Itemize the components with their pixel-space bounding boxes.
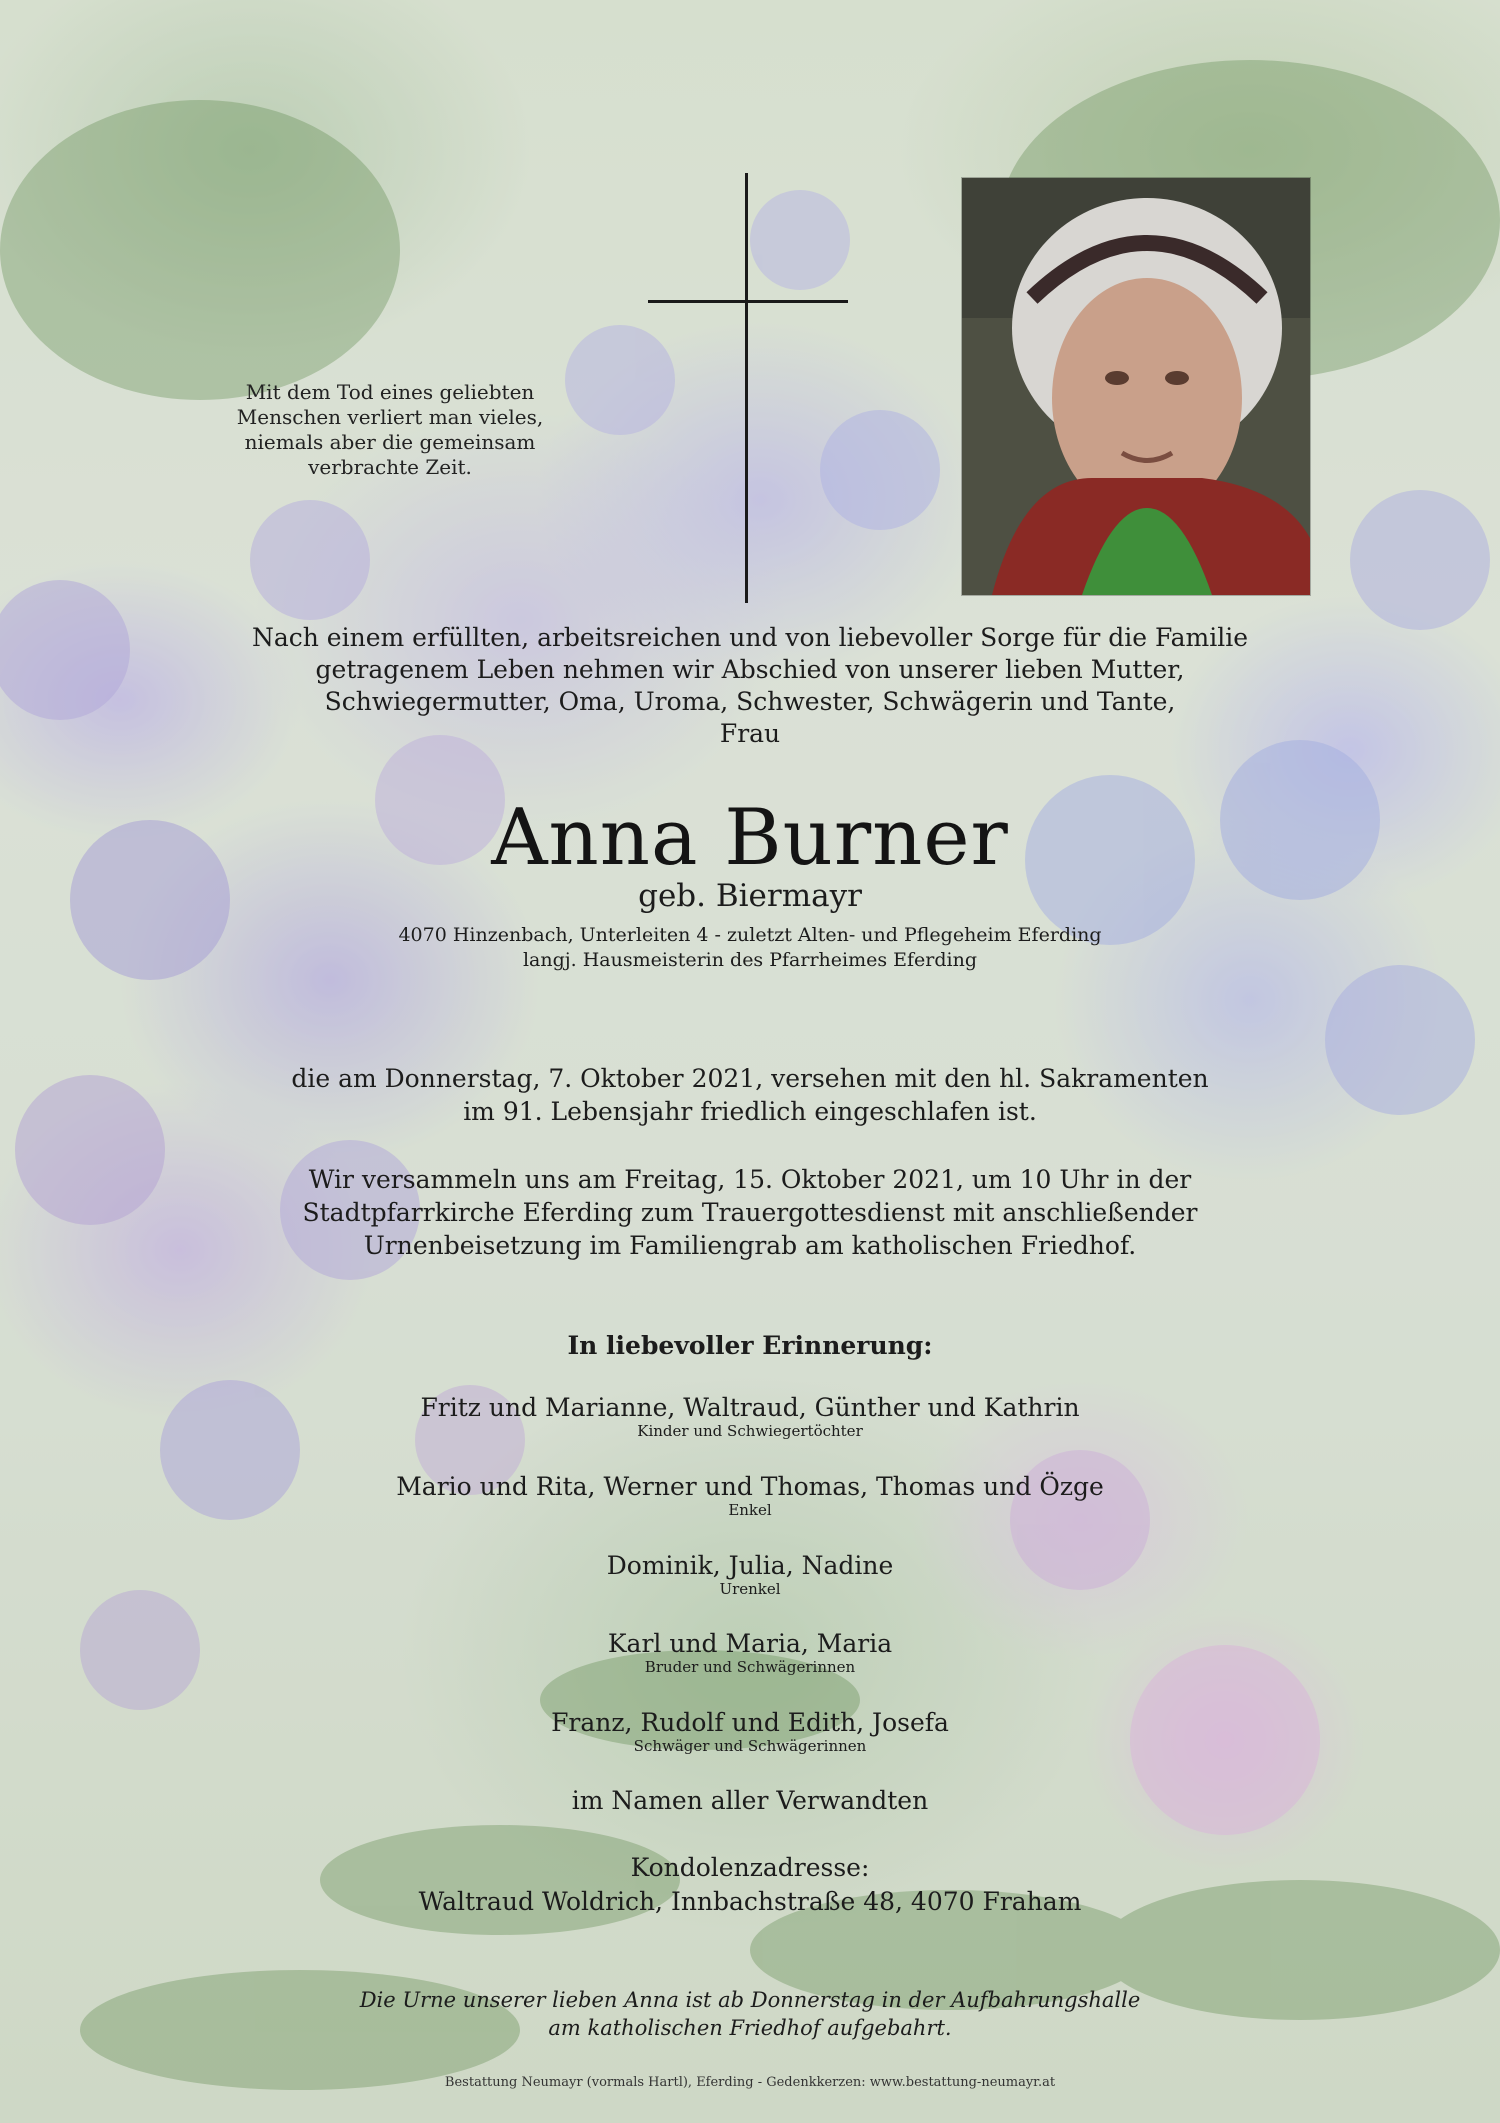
intro-line: getragenem Leben nehmen wir Abschied von unserer lieben Mutter, — [315, 655, 1185, 684]
funeral-notice-line: Stadtpfarrkirche Eferding zum Trauergottesdienst mit anschließender — [302, 1198, 1198, 1227]
family-relation: Schwäger und Schwägerinnen — [633, 1737, 867, 1755]
quote-line: Mit dem Tod eines geliebten — [245, 380, 535, 404]
maiden-name: geb. Biermayr — [638, 878, 862, 914]
family-group — [0, 1551, 1500, 1598]
funeral-home-footer: Bestattung Neumayr (vormals Hartl), Eferding - Gedenkkerzen: www.bestattung-neumayr.at — [444, 2075, 1056, 2090]
intro-line: Frau — [719, 719, 781, 748]
family-names: Franz, Rudolf und Edith, Josefa — [551, 1708, 949, 1737]
memory-heading: In liebevoller Erinnerung: — [567, 1331, 933, 1360]
funeral-notice — [0, 1163, 1500, 1262]
family-names: Dominik, Julia, Nadine — [606, 1551, 894, 1580]
intro-text — [0, 622, 1500, 750]
family-group — [0, 1708, 1500, 1755]
death-notice-line: im 91. Lebensjahr friedlich eingeschlafen ist. — [463, 1097, 1037, 1126]
quote-line: Menschen verliert man vieles, — [236, 405, 544, 429]
urn-note-line: am katholischen Friedhof aufgebahrt. — [548, 2016, 952, 2040]
cross-icon — [745, 173, 748, 603]
urn-note-line: Die Urne unserer lieben Anna ist ab Donnerstag in der Aufbahrungshalle — [359, 1988, 1141, 2012]
death-notice — [0, 1062, 1500, 1128]
family-group — [0, 1472, 1500, 1519]
urn-note — [0, 1986, 1500, 2042]
funeral-notice-line: Wir versammeln uns am Freitag, 15. Oktober 2021, um 10 Uhr in der — [308, 1165, 1192, 1194]
family-relation: Enkel — [728, 1501, 772, 1519]
memorial-quote — [210, 380, 570, 480]
family-group — [0, 1393, 1500, 1440]
closing-line: im Namen aller Verwandten — [571, 1786, 929, 1815]
cross-icon-bar — [648, 300, 848, 303]
condolence-address: Waltraud Woldrich, Innbachstraße 48, 4070 Fraham — [418, 1887, 1082, 1916]
family-names: Mario und Rita, Werner und Thomas, Thomas und Özge — [396, 1472, 1104, 1501]
intro-line: Schwiegermutter, Oma, Uroma, Schwester, Schwägerin und Tante, — [324, 687, 1176, 716]
family-names: Fritz und Marianne, Waltraud, Günther und Kathrin — [420, 1393, 1080, 1422]
family-names: Karl und Maria, Maria — [607, 1629, 893, 1658]
death-notice-line: die am Donnerstag, 7. Oktober 2021, versehen mit den hl. Sakramenten — [291, 1064, 1209, 1093]
funeral-notice-line: Urnenbeisetzung im Familiengrab am katholischen Friedhof. — [363, 1231, 1137, 1260]
quote-line: verbrachte Zeit. — [308, 455, 472, 479]
deceased-name: Anna Burner — [491, 793, 1009, 883]
family-relation: Urenkel — [719, 1580, 781, 1598]
quote-line: niemals aber die gemeinsam — [244, 430, 536, 454]
occupation-line: langj. Hausmeisterin des Pfarrheimes Eferding — [522, 949, 978, 971]
portrait-photo — [962, 178, 1310, 595]
family-relation: Bruder und Schwägerinnen — [644, 1658, 856, 1676]
family-group — [0, 1629, 1500, 1676]
family-relation: Kinder und Schwiegertöchter — [637, 1422, 863, 1440]
condolence-label: Kondolenzadresse: — [630, 1853, 870, 1882]
address-line: 4070 Hinzenbach, Unterleiten 4 - zuletzt Alten- und Pflegeheim Eferding — [398, 924, 1102, 946]
deceased-details — [0, 923, 1500, 973]
intro-line: Nach einem erfüllten, arbeitsreichen und von liebevoller Sorge für die Familie — [251, 623, 1249, 652]
